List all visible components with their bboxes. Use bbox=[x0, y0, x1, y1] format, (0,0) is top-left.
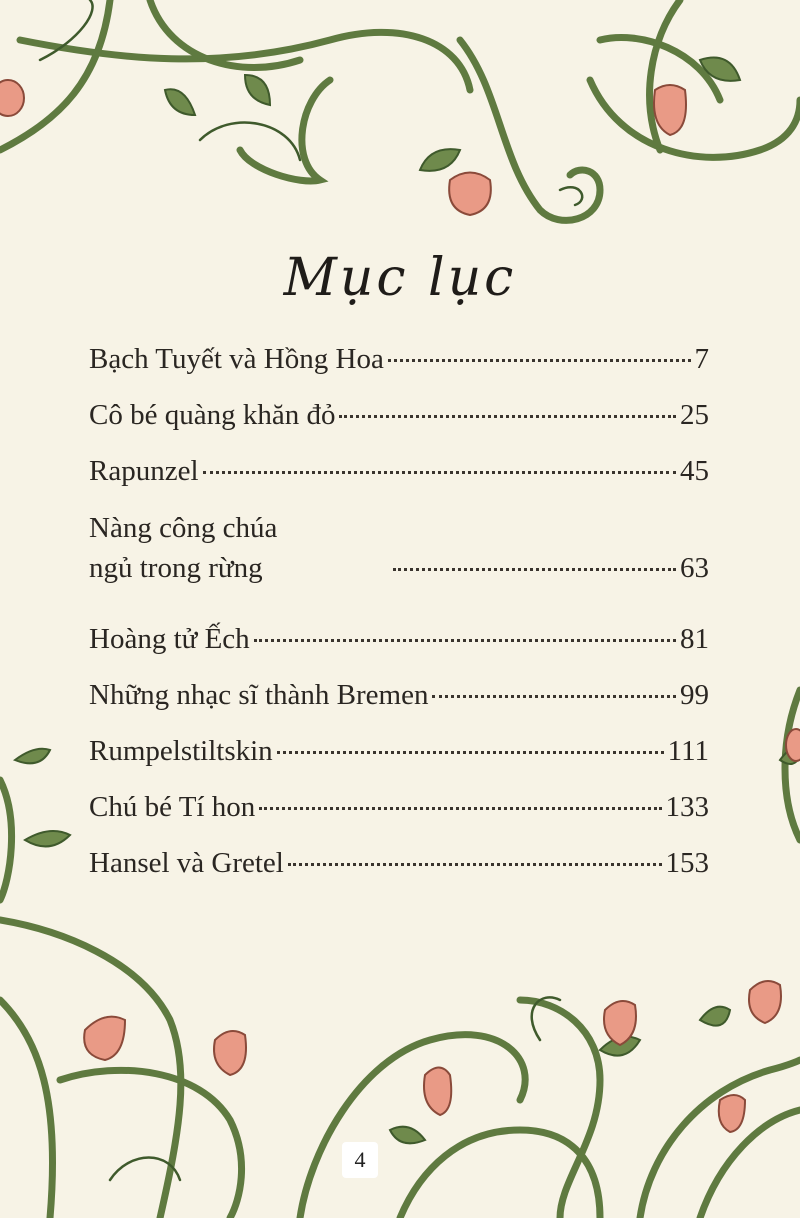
leader-dots bbox=[259, 807, 661, 810]
toc-entry-page: 45 bbox=[680, 455, 709, 487]
table-of-contents bbox=[89, 340, 709, 900]
toc-entry-title: Cô bé quàng khăn đỏ bbox=[89, 399, 336, 431]
toc-entry-page: 7 bbox=[694, 343, 709, 375]
toc-entry[interactable] bbox=[89, 844, 709, 900]
toc-entry-page: 111 bbox=[667, 735, 709, 767]
toc-entry[interactable] bbox=[89, 452, 709, 508]
toc-entry[interactable] bbox=[89, 788, 709, 844]
leader-dots bbox=[288, 863, 662, 866]
page-title: Mục lục bbox=[283, 248, 517, 308]
toc-entry[interactable] bbox=[89, 732, 709, 788]
toc-entry-title-line1: Nàng công chúa bbox=[89, 512, 278, 544]
toc-entry-title: Rumpelstiltskin bbox=[89, 735, 273, 767]
toc-entry-title: Chú bé Tí hon bbox=[89, 791, 256, 823]
leader-dots bbox=[432, 695, 676, 698]
toc-entry-page: 153 bbox=[665, 847, 709, 879]
leader-dots bbox=[277, 751, 664, 754]
toc-entry-title-line2: ngủ trong rừng bbox=[89, 552, 263, 584]
toc-entry-title: Hoàng tử Ếch bbox=[89, 623, 250, 655]
leader-dots bbox=[203, 471, 676, 474]
toc-entry[interactable] bbox=[89, 396, 709, 452]
leader-dots bbox=[393, 568, 676, 571]
toc-entry-page: 63 bbox=[680, 552, 709, 584]
page-number: 4 bbox=[342, 1142, 378, 1178]
leader-dots bbox=[388, 359, 691, 362]
toc-entry[interactable] bbox=[89, 620, 709, 676]
toc-entry[interactable] bbox=[89, 676, 709, 732]
toc-entry[interactable] bbox=[89, 340, 709, 396]
leader-dots bbox=[254, 639, 676, 642]
leader-dots bbox=[339, 415, 676, 418]
toc-entry-title: Hansel và Gretel bbox=[89, 847, 284, 879]
toc-entry-page: 133 bbox=[665, 791, 709, 823]
toc-entry[interactable] bbox=[89, 508, 709, 620]
toc-entry-title: Những nhạc sĩ thành Bremen bbox=[89, 679, 429, 711]
toc-entry-title: Bạch Tuyết và Hồng Hoa bbox=[89, 343, 384, 375]
toc-entry-page: 81 bbox=[680, 623, 709, 655]
toc-entry-title: Rapunzel bbox=[89, 455, 199, 487]
toc-entry-page: 99 bbox=[680, 679, 709, 711]
toc-entry-page: 25 bbox=[680, 399, 709, 431]
